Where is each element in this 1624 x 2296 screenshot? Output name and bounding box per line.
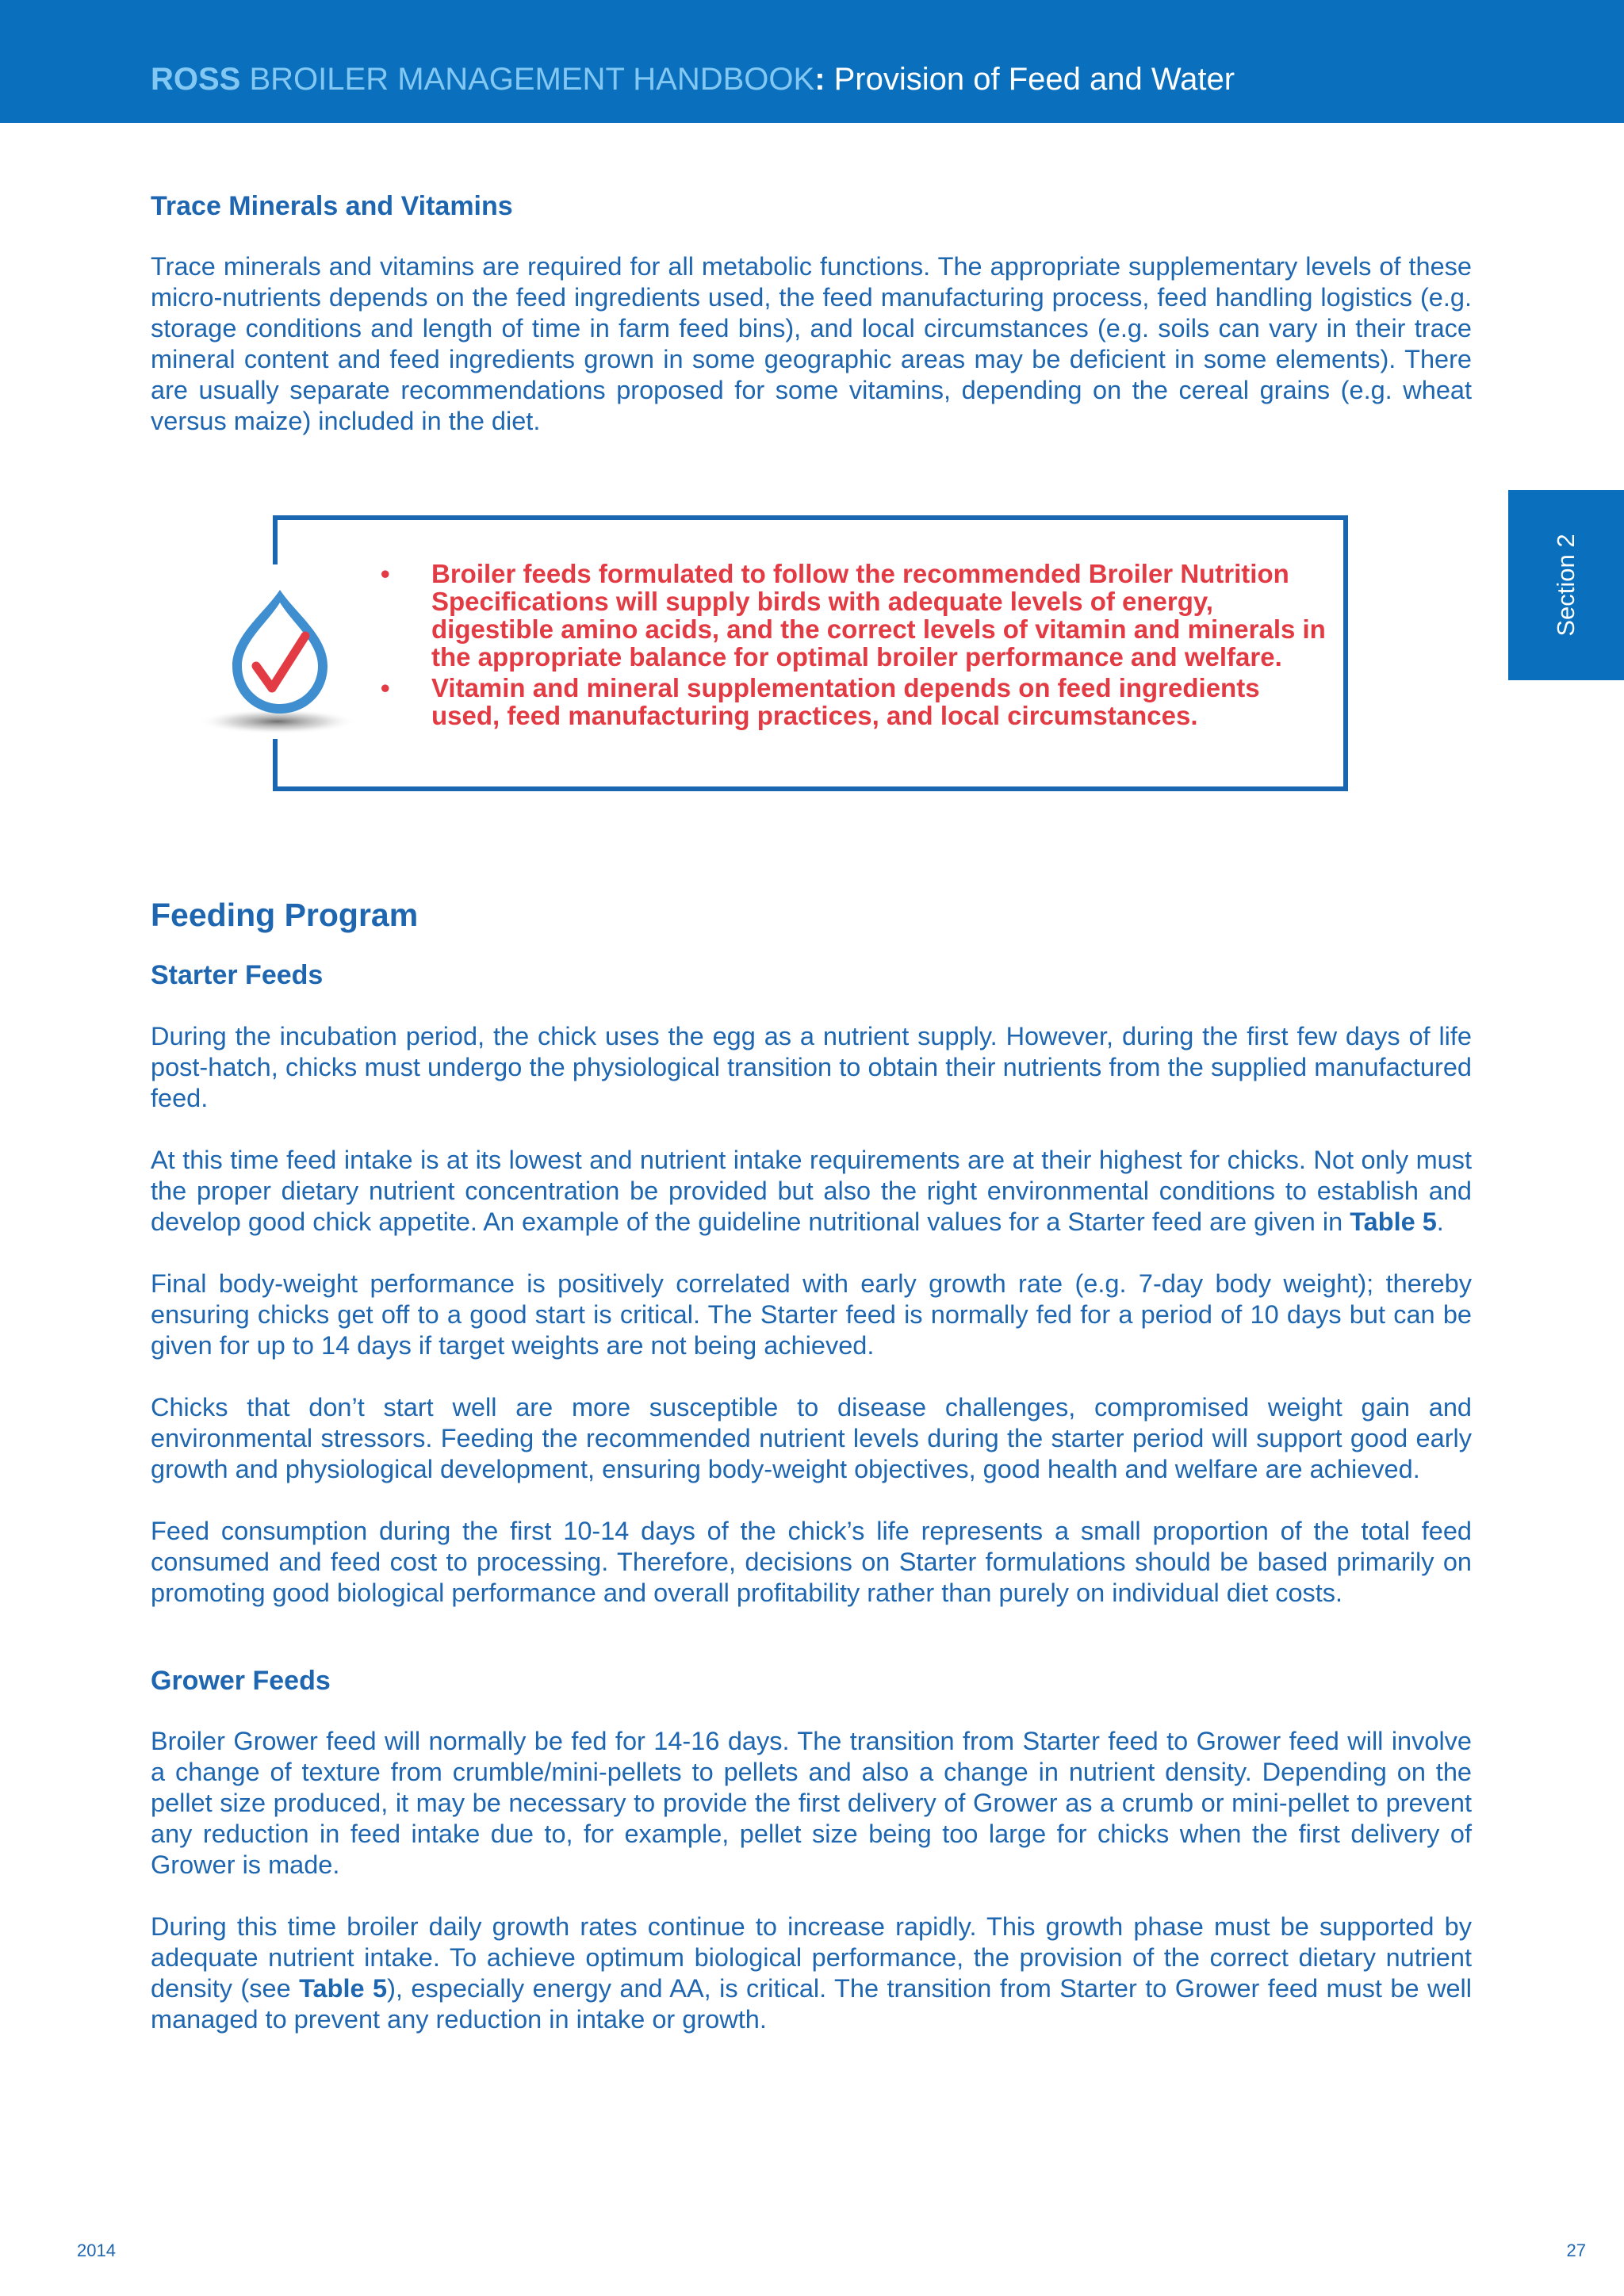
callout-item-text: Vitamin and mineral supplementation depends on feed ingredients used, feed manufacturing practices, and local circumstances.: [431, 673, 1260, 730]
header-bar: [0, 0, 1624, 123]
grower-paragraph-1: Broiler Grower feed will normally be fed for 14-16 days. The transition from Starter feed to Grower feed will involve a change of texture from crumble/mini-pellets to pellets and also a change in nutrient density. Depending on the pellet size produced, it may be necessary to provide the first delivery of Grower as a crumb or mini-pellet to prevent any reduction in feed intake due to, for example, pellet size being too large for chicks when the first delivery of Grower is made.: [151, 1727, 1472, 1879]
grower-feeds-heading: Grower Feeds: [151, 1666, 331, 1696]
starter-paragraph-3: Final body-weight performance is positively correlated with early growth rate (e.g. 7-day body weight); thereby ensuring chicks get off to a good start is critical. The Starter feed is normally fed for a period of 10 days but can be given for up to 14 days if target weights are not being achieved.: [151, 1269, 1472, 1360]
starter-paragraph-4: Chicks that don’t start well are more susceptible to disease challenges, compromised weight gain and environmental stressors. Feeding the recommended nutrient levels during the starter period will support good early growth and physiological development, ensuring body-weight objectives, good health and welfare are achieved.: [151, 1393, 1472, 1483]
trace-minerals-section: [151, 190, 1472, 437]
grower-paragraph-2: [151, 1911, 1472, 2035]
grower-paragraph-2-end: ), especially energy and AA, is critical. The transition from Starter to Grower feed must be well managed to prevent any reduction in intake or growth.: [151, 1974, 1472, 2034]
checkmark-drop-icon: [194, 579, 361, 745]
page-number: 27: [1566, 2241, 1586, 2260]
starter-paragraph-5: Feed consumption during the first 10-14 days of the chick’s life represents a small proportion of the total feed consumed and feed cost to processing. Therefore, decisions on Starter formulations should be based primarily on promoting good biological performance and overall profitability rather than purely on individual diet costs.: [151, 1517, 1472, 1607]
header-brand: ROSS: [151, 62, 241, 97]
callout-item-text: Broiler feeds formulated to follow the recommended Broiler Nutrition Specifications will supply birds with adequate levels of energy, digestible amino acids, and the correct levels of vitamin and minerals in the appropriate balance for optimal broiler performance and welfare.: [431, 559, 1326, 672]
header-handbook: BROILER MANAGEMENT HANDBOOK: [240, 62, 815, 97]
callout-item: [381, 674, 1332, 729]
bullet: •: [381, 559, 390, 588]
bullet: •: [381, 673, 390, 702]
table-5-reference: Table 5: [299, 1974, 388, 2003]
table-5-reference: Table 5: [1350, 1207, 1437, 1236]
callout-item: [381, 560, 1332, 671]
starter-paragraph-1: During the incubation period, the chick uses the egg as a nutrient supply. However, during the first few days of life post-hatch, chicks must undergo the physiological transition to obtain their nutrients from the supplied manufactured feed.: [151, 1022, 1472, 1112]
footer-year: 2014: [77, 2241, 116, 2260]
starter-feeds-heading: Starter Feeds: [151, 960, 324, 990]
starter-paragraph-2-text: At this time feed intake is at its lowest and nutrient intake requirements are at their highest for chicks. Not only must the proper dietary nutrient concentration be provided but also the right environmental conditions to establish and develop good chick appetite. An example of the guideline nutritional values for a Starter feed are given in: [151, 1146, 1472, 1236]
feeding-program-section: [151, 896, 1472, 2035]
trace-minerals-paragraph: Trace minerals and vitamins are required for all metabolic functions. The appropriate supplementary levels of these micro-nutrients depends on the feed ingredients used, the feed manufacturing process, feed handling logistics (e.g. storage conditions and length of time in farm feed bins), and local circumstances (e.g. soils can vary in their trace mineral content and feed ingredients grown in some geographic areas may be deficient in some elements). There are usually separate recommendations proposed for some vitamins, depending on the cereal grains (e.g. wheat versus maize) included in the diet.: [151, 252, 1472, 435]
header-section-title: Provision of Feed and Water: [825, 62, 1235, 97]
section-tab-label: Section 2: [1552, 534, 1580, 637]
header-title: [151, 60, 1235, 98]
section-tab: [1508, 490, 1624, 680]
feeding-program-heading: Feeding Program: [151, 897, 419, 933]
starter-paragraph-2-end: .: [1436, 1207, 1444, 1236]
header-colon: :: [814, 62, 825, 97]
starter-paragraph-2: [151, 1145, 1472, 1238]
trace-minerals-heading: Trace Minerals and Vitamins: [151, 191, 513, 221]
grower-paragraph-2-text: During this time broiler daily growth rates continue to increase rapidly. This growth phase must be supported by adequate nutrient intake. To achieve optimum biological performance, the provision of the correct dietary nutrient density (see: [151, 1912, 1472, 2003]
callout-list: [381, 560, 1332, 733]
